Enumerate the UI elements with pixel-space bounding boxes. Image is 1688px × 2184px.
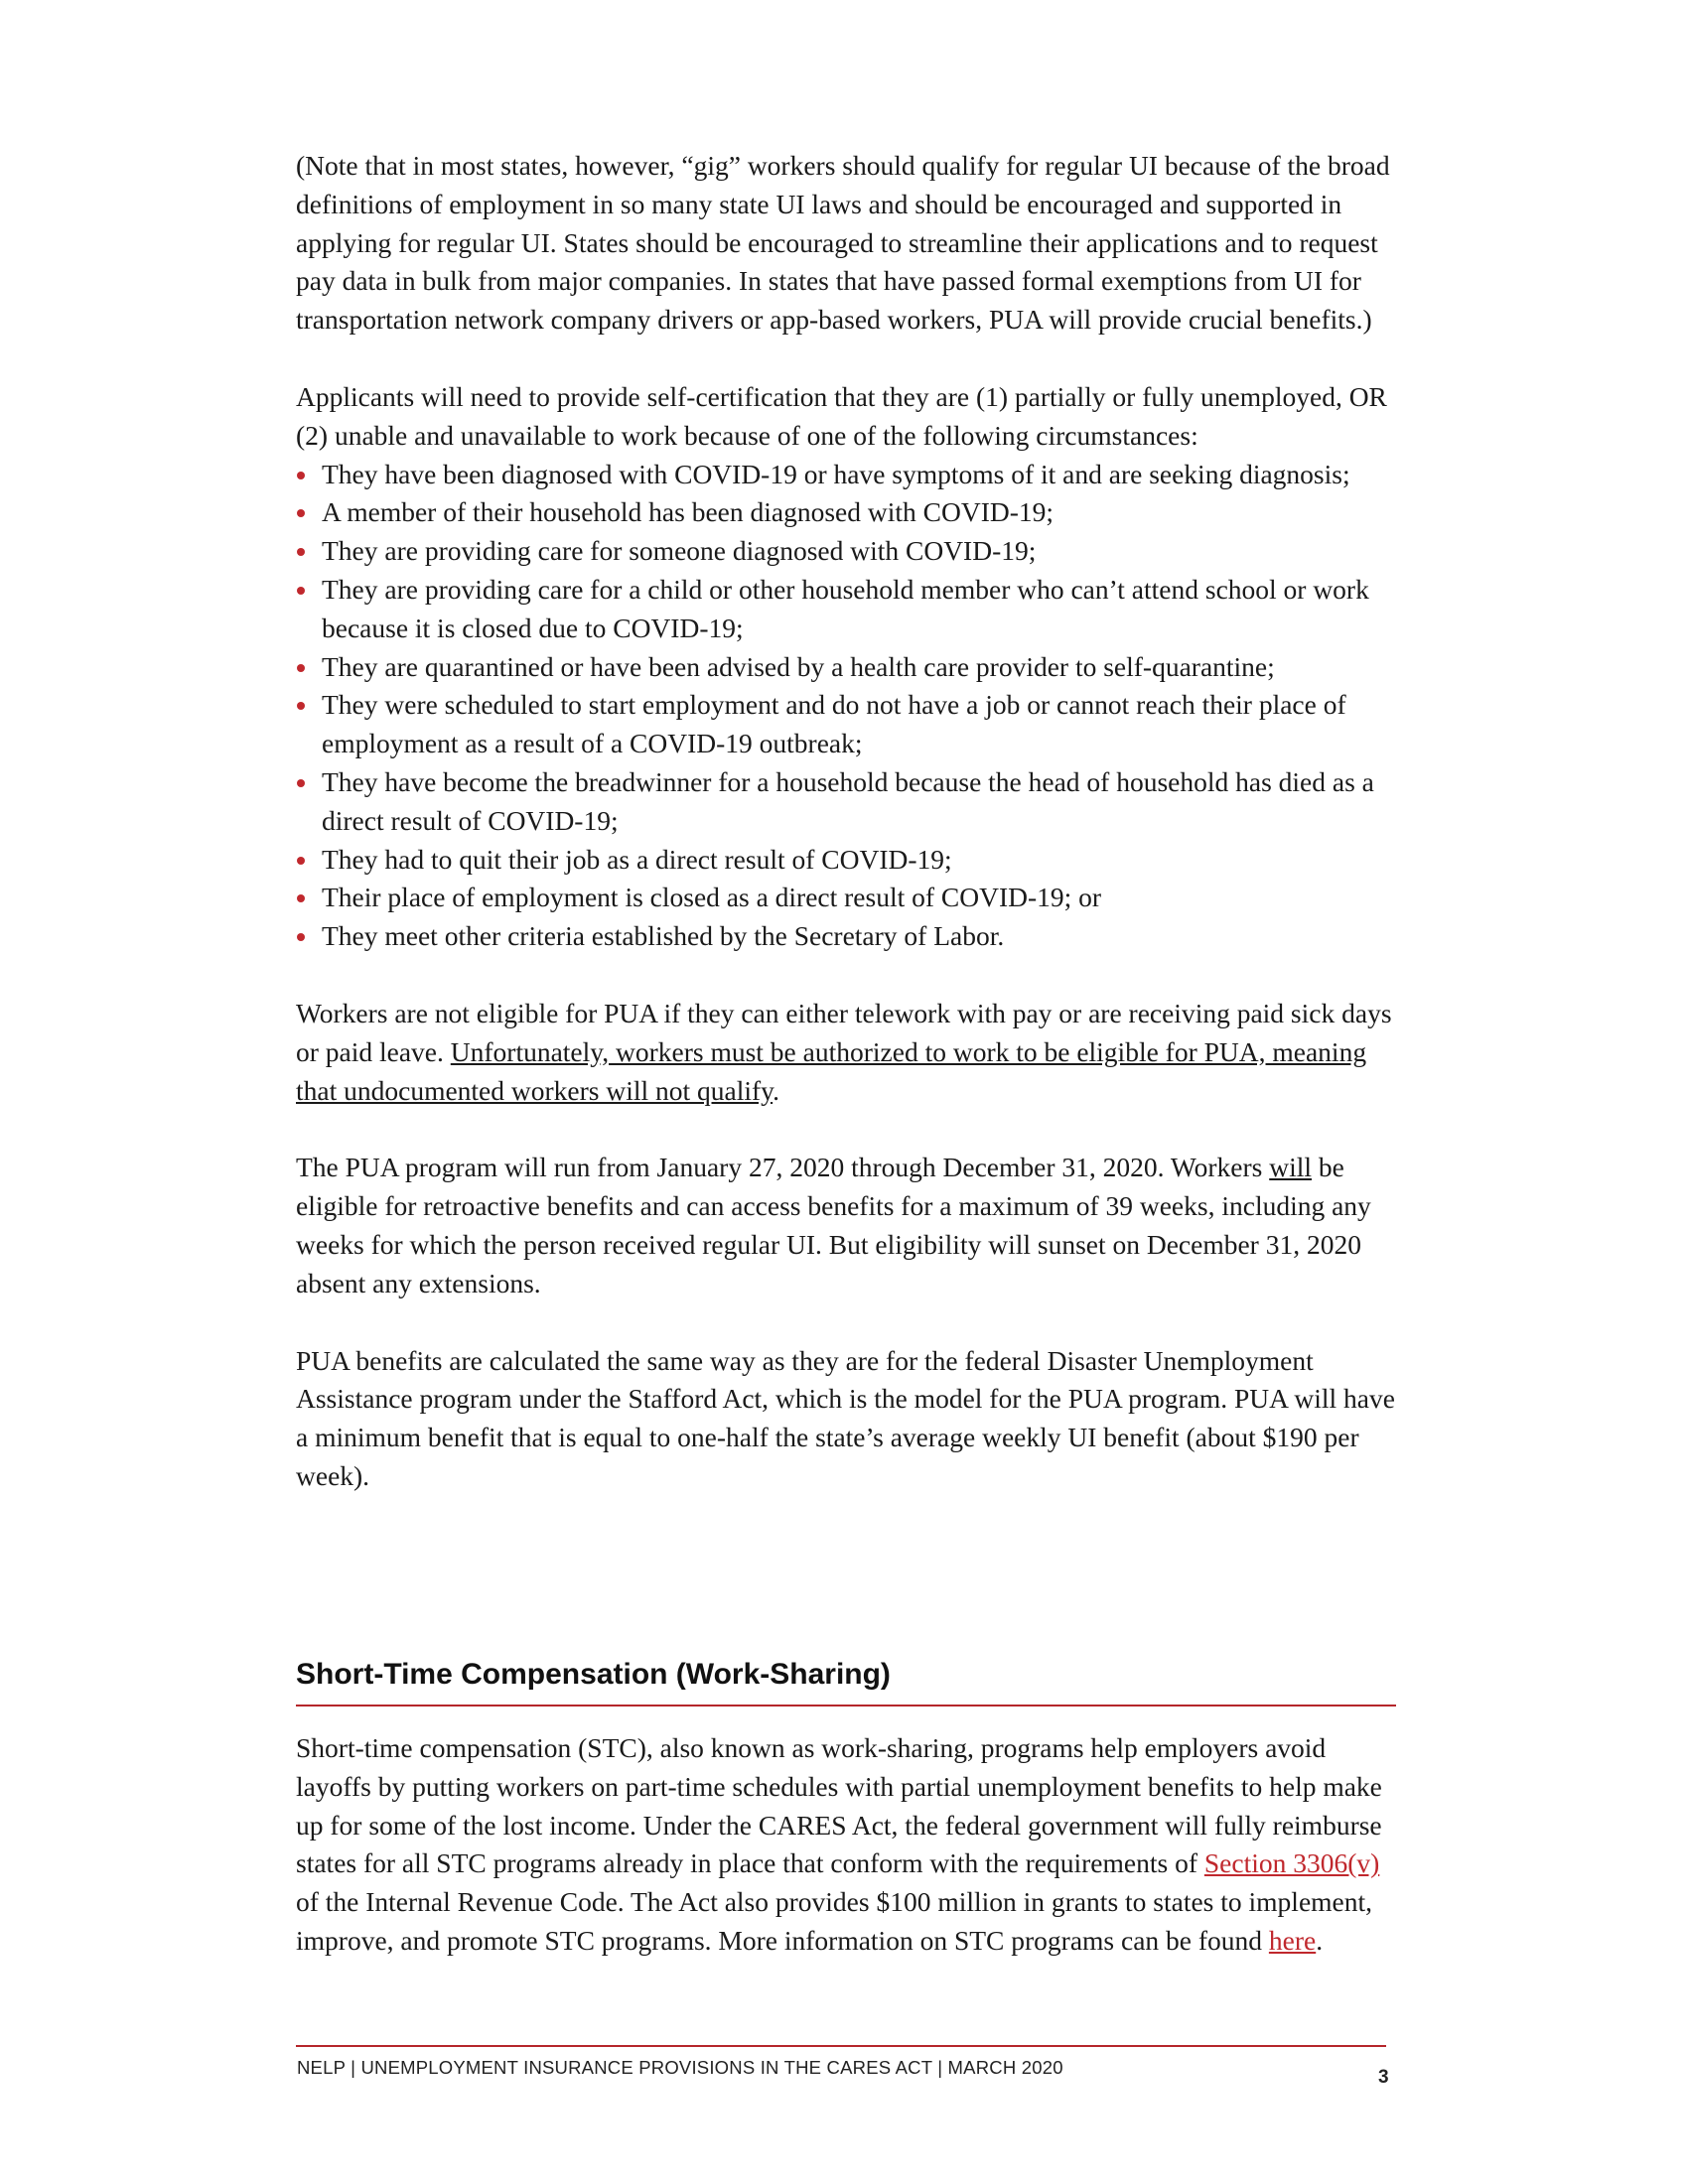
- paragraph-gap: [296, 1110, 1398, 1149]
- paragraph-gap: [296, 1303, 1398, 1342]
- self-certification-intro: Applicants will need to provide self-certification that they are (1) partially or fully unemployed, OR (2) unable and unavailable to work because of one of the following circumstances:: [296, 380, 1387, 451]
- stc-info-link[interactable]: here: [1268, 1924, 1317, 1956]
- list-item: Their place of employment is closed as a direct result of COVID-19; or: [296, 879, 1398, 917]
- circumstances-list: [296, 456, 1398, 956]
- paragraph-gap: [296, 956, 1398, 995]
- program-dates-paragraph: [296, 1149, 1398, 1302]
- section-3306v-link[interactable]: Section 3306(v): [1203, 1847, 1380, 1879]
- stc-text-1: Short-time compensation (STC), also known as work-sharing, programs help employers avoid layoffs by putting workers on part-time schedules with partial unemployment benefits to help make up for some of the lost income. Under the CARES Act, the federal government will fully reimburse states for all STC programs already in place that conform with the requirements of: [296, 1732, 1382, 1879]
- footer-text: NELP | UNEMPLOYMENT INSURANCE PROVISIONS IN THE CARES ACT | MARCH 2020: [297, 2057, 1063, 2078]
- program-emphasis: will: [1269, 1152, 1312, 1183]
- list-item: They are providing care for a child or other household member who can’t attend school or work because it is closed due to COVID-19;: [296, 571, 1398, 648]
- stc-paragraph: [296, 1729, 1398, 1961]
- footer-divider: [296, 2045, 1386, 2047]
- authorization-requirement: Unfortunately, workers must be authorized to work to be eligible for PUA, meaning that undocumented workers will not qualify: [296, 1035, 1367, 1106]
- list-item: They had to quit their job as a direct result of COVID-19;: [296, 841, 1398, 880]
- list-item: They meet other criteria established by the Secretary of Labor.: [296, 917, 1398, 956]
- stc-section: [296, 1729, 1398, 1961]
- program-text-after: be eligible for retroactive benefits and can access benefits for a maximum of 39 weeks, including any weeks for which the person received regular UI. But eligibility will sunset on December 31, 2020 absent any extensions.: [296, 1152, 1371, 1298]
- list-item: They are quarantined or have been advised by a health care provider to self-quarantine;: [296, 648, 1398, 687]
- list-item: They have become the breadwinner for a household because the head of household has died as a direct result of COVID-19;: [296, 763, 1398, 841]
- eligibility-paragraph: [296, 995, 1398, 1110]
- eligibility-end: .: [773, 1074, 779, 1106]
- benefits-paragraph: PUA benefits are calculated the same way as they are for the federal Disaster Unemployment Assistance program under the Stafford Act, which is the model for the PUA program. PUA will have a minimum benefit that is equal to one-half the state’s average weekly UI benefit (about $190 per week).: [296, 1344, 1395, 1491]
- stc-text-2: of the Internal Revenue Code. The Act also provides $100 million in grants to states to implement, improve, and promote STC programs. More information on STC programs can be found: [296, 1886, 1373, 1956]
- stc-text-3: .: [1316, 1924, 1324, 1956]
- list-item: They are providing care for someone diagnosed with COVID-19;: [296, 532, 1398, 571]
- eligibility-text: Workers are not eligible for PUA if they can either telework with pay or are receiving paid sick days or paid leave.: [296, 997, 1392, 1067]
- paragraph-gap: [296, 340, 1398, 378]
- list-item: They were scheduled to start employment and do not have a job or cannot reach their place of employment as a result of a COVID-19 outbreak;: [296, 686, 1398, 763]
- section-heading: Short-Time Compensation (Work-Sharing): [296, 1656, 1396, 1706]
- program-text-before: The PUA program will run from January 27, 2020 through December 31, 2020. Workers: [296, 1152, 1270, 1183]
- gig-workers-note: (Note that in most states, however, “gig” workers should qualify for regular UI because of the broad definitions of employment in so many state UI laws and should be encouraged and supported in applying for regular UI. States should be encouraged to streamline their applications and to request pay data in bulk from major companies. In states that have passed formal exemptions from UI for transportation network company drivers or app-based workers, PUA will provide crucial benefits.): [296, 150, 1390, 336]
- list-item: A member of their household has been diagnosed with COVID-19;: [296, 493, 1398, 532]
- document-body: [296, 147, 1398, 1496]
- list-item: They have been diagnosed with COVID-19 or have symptoms of it and are seeking diagnosis;: [296, 456, 1398, 494]
- page-number: 3: [1378, 2067, 1389, 2088]
